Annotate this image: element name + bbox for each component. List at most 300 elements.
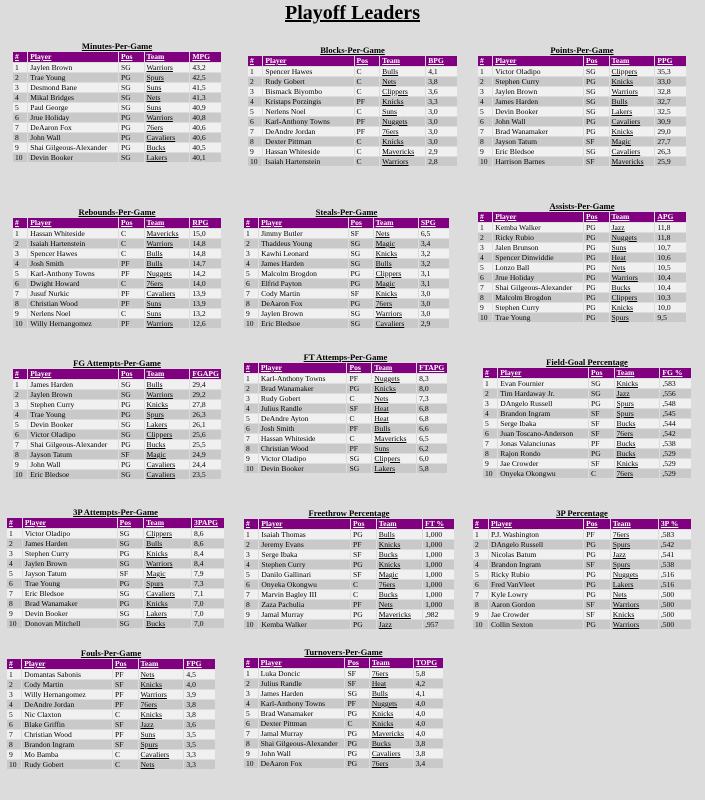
team-header[interactable]: Team: [372, 363, 416, 373]
team-cell: Spurs: [611, 560, 658, 569]
rank-cell: 5: [478, 263, 492, 272]
table-row: [244, 689, 443, 698]
value-cell: 6,6: [417, 424, 447, 433]
player-cell: James Harden: [493, 97, 583, 106]
rank-cell: 2: [7, 680, 21, 689]
pos-cell: SG: [589, 379, 613, 388]
team-header[interactable]: Team: [610, 212, 655, 222]
player-cell: Victor Oladipo: [23, 529, 117, 538]
table-row: [13, 279, 221, 288]
stats-table: [243, 362, 448, 474]
stat-header[interactable]: TOPG: [414, 658, 443, 668]
pos-cell: PG: [119, 133, 143, 142]
player-cell: Dexter Pittman: [263, 137, 353, 146]
rank-cell: 7: [7, 730, 21, 739]
table-row: [244, 299, 449, 308]
player-cell: Julius Randle: [259, 679, 345, 688]
table-row: [483, 389, 691, 398]
value-cell: 1,000: [423, 600, 454, 609]
pos-header[interactable]: Pos: [349, 218, 373, 228]
team-cell: Knicks: [610, 127, 655, 136]
team-cell: Knicks: [610, 303, 655, 312]
pos-cell: PG: [351, 560, 376, 569]
stat-header[interactable]: FGAPG: [190, 369, 221, 379]
team-cell: Warriors: [145, 239, 190, 248]
team-cell: Lakers: [145, 420, 190, 429]
player-header[interactable]: Player: [498, 368, 588, 378]
rank-cell: 2: [244, 679, 258, 688]
player-cell: Karl-Anthony Towns: [259, 374, 347, 383]
table-row: [7, 539, 224, 548]
value-cell: 29,0: [655, 127, 686, 136]
team-header[interactable]: Team: [611, 519, 658, 529]
player-cell: Serge Ibaka: [259, 550, 350, 559]
table-row: [13, 63, 221, 72]
stat-header[interactable]: PPG: [655, 56, 686, 66]
stat-header[interactable]: BPG: [426, 56, 457, 66]
table-row: [7, 559, 224, 568]
player-cell: Jrue Holiday: [28, 113, 118, 122]
rank-cell: 9: [473, 610, 488, 619]
value-cell: 14,0: [190, 279, 221, 288]
player-cell: Jayson Tatum: [23, 569, 117, 578]
value-cell: 24,9: [190, 450, 221, 459]
rank-header[interactable]: #: [244, 363, 258, 373]
pos-cell: C: [119, 279, 143, 288]
player-cell: Shai Gilgeous-Alexander: [28, 143, 118, 152]
pos-cell: PF: [113, 700, 137, 709]
pos-header[interactable]: Pos: [584, 212, 608, 222]
player-cell: Rajon Rondo: [498, 449, 588, 458]
team-header[interactable]: Team: [610, 56, 655, 66]
player-cell: Thaddeus Young: [259, 239, 347, 248]
team-cell: Lakers: [372, 464, 416, 473]
value-cell: 10,7: [655, 243, 686, 252]
rank-cell: 1: [473, 530, 488, 539]
team-cell: Bucks: [377, 590, 422, 599]
rank-cell: 2: [13, 390, 27, 399]
rank-header[interactable]: #: [244, 519, 258, 529]
rank-cell: 8: [7, 599, 22, 608]
player-cell: Harrison Barnes: [493, 157, 583, 166]
rank-cell: 4: [7, 559, 22, 568]
pos-cell: SG: [119, 93, 143, 102]
rank-cell: 8: [473, 600, 488, 609]
player-header[interactable]: Player: [493, 212, 583, 222]
value-cell: 40,9: [190, 103, 221, 112]
player-cell: Shai Gilgeous-Alexander: [259, 739, 345, 748]
table-row: [473, 610, 691, 619]
value-cell: 14,2: [190, 269, 221, 278]
player-cell: Aaron Gordon: [489, 600, 583, 609]
table-row: [483, 429, 691, 438]
team-cell: Bucks: [615, 419, 660, 428]
rank-cell: 2: [244, 540, 258, 549]
table-row: [473, 620, 691, 629]
stat-header[interactable]: FT %: [423, 519, 454, 529]
table-spg: [243, 207, 450, 329]
rank-cell: 9: [483, 459, 497, 468]
pos-cell: SG: [119, 390, 143, 399]
table-row: [13, 470, 221, 479]
player-header[interactable]: Player: [259, 658, 345, 668]
player-cell: Spencer Hawes: [28, 249, 118, 258]
rank-header[interactable]: #: [13, 52, 27, 62]
pos-header[interactable]: Pos: [119, 369, 143, 379]
rank-cell: 5: [13, 103, 27, 112]
player-cell: Karl-Anthony Towns: [259, 699, 345, 708]
player-cell: Devin Booker: [28, 420, 118, 429]
rank-cell: 9: [478, 147, 492, 156]
player-cell: Collin Sexton: [489, 620, 583, 629]
team-cell: Bucks: [615, 439, 660, 448]
team-cell: Nuggets: [610, 233, 655, 242]
pos-cell: PF: [345, 699, 368, 708]
team-cell: 76ers: [611, 530, 658, 539]
value-cell: ,516: [659, 580, 691, 589]
player-header[interactable]: Player: [28, 218, 118, 228]
team-cell: Warriors: [374, 309, 418, 318]
table-row: [244, 279, 449, 288]
pos-cell: SF: [589, 459, 613, 468]
team-cell: Mavericks: [610, 157, 655, 166]
stat-header[interactable]: 3PAPG: [192, 518, 224, 528]
player-cell: Rudy Gobert: [263, 77, 353, 86]
pos-cell: PG: [589, 449, 613, 458]
player-cell: Kawhi Leonard: [259, 249, 347, 258]
player-cell: DAngelo Russell: [489, 540, 583, 549]
team-cell: Warriors: [611, 600, 658, 609]
table-row: [248, 107, 457, 116]
rank-header[interactable]: #: [7, 659, 21, 669]
team-header[interactable]: Team: [615, 368, 660, 378]
team-cell: Bucks: [144, 619, 191, 628]
team-header[interactable]: Team: [370, 658, 413, 668]
player-header[interactable]: Player: [259, 363, 347, 373]
rank-cell: 4: [483, 409, 497, 418]
player-cell: Christian Wood: [28, 299, 118, 308]
rank-cell: 10: [478, 157, 492, 166]
table-fta: [243, 352, 448, 474]
table-row: [13, 450, 221, 459]
rank-header[interactable]: #: [13, 218, 27, 228]
team-cell: Nets: [377, 600, 422, 609]
table-row: [483, 399, 691, 408]
player-cell: Paul George: [28, 103, 118, 112]
table-row: [478, 107, 686, 116]
player-header[interactable]: Player: [23, 518, 117, 528]
table-row: [244, 550, 454, 559]
pos-header[interactable]: Pos: [355, 56, 380, 66]
player-cell: Bismack Biyombo: [263, 87, 353, 96]
team-header[interactable]: Team: [139, 659, 184, 669]
team-cell: Suns: [610, 243, 655, 252]
player-cell: Serge Ibaka: [498, 419, 588, 428]
team-cell: Bulls: [610, 97, 655, 106]
rank-cell: 1: [483, 379, 497, 388]
table-row: [244, 309, 449, 318]
team-cell: Jazz: [377, 620, 422, 629]
pos-cell: SF: [113, 740, 137, 749]
team-header[interactable]: Team: [144, 518, 191, 528]
player-header[interactable]: Player: [28, 52, 118, 62]
pos-cell: SG: [345, 689, 368, 698]
table-row: [483, 459, 691, 468]
value-cell: 11,8: [655, 223, 686, 232]
player-cell: Mikal Bridges: [28, 93, 118, 102]
table-row: [244, 560, 454, 569]
team-cell: Knicks: [139, 710, 184, 719]
rank-cell: 4: [478, 97, 492, 106]
table-row: [13, 460, 221, 469]
team-cell: Mavericks: [145, 229, 190, 238]
rank-cell: 4: [244, 259, 258, 268]
pos-header[interactable]: Pos: [347, 363, 371, 373]
value-cell: 29,2: [190, 390, 221, 399]
player-cell: Jamal Murray: [259, 729, 345, 738]
pos-cell: SG: [349, 239, 373, 248]
team-header[interactable]: Team: [145, 369, 190, 379]
rank-cell: 4: [244, 560, 258, 569]
pos-cell: SG: [119, 63, 143, 72]
value-cell: 14,7: [190, 259, 221, 268]
rank-header[interactable]: #: [13, 369, 27, 379]
rank-cell: 10: [13, 470, 27, 479]
table-row: [244, 729, 443, 738]
pos-header[interactable]: Pos: [119, 52, 143, 62]
stat-header[interactable]: FPG: [184, 659, 215, 669]
player-cell: Spencer Dinwiddie: [493, 253, 583, 262]
value-cell: ,957: [423, 620, 454, 629]
pos-cell: SF: [584, 600, 610, 609]
pos-cell: C: [113, 710, 137, 719]
stat-header[interactable]: FG %: [660, 368, 691, 378]
table-row: [244, 414, 447, 423]
pos-header[interactable]: Pos: [118, 518, 144, 528]
rank-cell: 3: [248, 87, 262, 96]
table-row: [7, 670, 215, 679]
pos-cell: PG: [349, 299, 373, 308]
pos-cell: PF: [347, 374, 371, 383]
table-row: [483, 439, 691, 448]
table-row: [478, 77, 686, 86]
stats-table: [243, 518, 455, 630]
pos-cell: SF: [589, 409, 613, 418]
table-bpg: [247, 45, 458, 167]
rank-cell: 7: [244, 590, 258, 599]
rank-header[interactable]: #: [473, 519, 488, 529]
value-cell: 6,8: [417, 414, 447, 423]
player-cell: Eric Bledsoe: [493, 147, 583, 156]
rank-header[interactable]: #: [248, 56, 262, 66]
table-row: [244, 319, 449, 328]
pos-header[interactable]: Pos: [584, 56, 608, 66]
value-cell: 3,5: [184, 740, 215, 749]
table-row: [244, 434, 447, 443]
rank-cell: 6: [473, 580, 488, 589]
pos-header[interactable]: Pos: [351, 519, 376, 529]
rank-cell: 6: [7, 579, 22, 588]
rank-header[interactable]: #: [244, 218, 258, 228]
team-cell: Nets: [610, 263, 655, 272]
table-title: Minutes-Per-Game: [81, 41, 153, 51]
team-cell: Nuggets: [370, 699, 413, 708]
rank-cell: 6: [244, 719, 258, 728]
stat-header[interactable]: RPG: [190, 218, 221, 228]
value-cell: ,529: [660, 469, 691, 478]
pos-cell: SG: [119, 83, 143, 92]
stat-header[interactable]: MPG: [190, 52, 221, 62]
rank-header[interactable]: #: [478, 212, 492, 222]
rank-cell: 5: [244, 414, 258, 423]
player-header[interactable]: Player: [259, 218, 347, 228]
table-row: [244, 679, 443, 688]
pos-cell: PG: [118, 549, 144, 558]
team-cell: Suns: [145, 103, 190, 112]
rank-cell: 1: [13, 380, 27, 389]
player-cell: Elfrid Payton: [259, 279, 347, 288]
pos-cell: PG: [584, 233, 608, 242]
team-cell: 76ers: [374, 299, 418, 308]
table-row: [478, 127, 686, 136]
player-cell: Donovan Mitchell: [23, 619, 117, 628]
player-cell: Onyeka Okongwu: [498, 469, 588, 478]
team-cell: Clippers: [380, 87, 425, 96]
pos-cell: SF: [349, 289, 373, 298]
table-row: [473, 590, 691, 599]
stat-header[interactable]: APG: [655, 212, 686, 222]
table-row: [244, 404, 447, 413]
pos-cell: C: [351, 580, 376, 589]
stat-header[interactable]: FTAPG: [417, 363, 447, 373]
table-row: [7, 609, 224, 618]
team-header[interactable]: Team: [145, 52, 190, 62]
stat-header[interactable]: 3P %: [659, 519, 691, 529]
value-cell: 2,8: [426, 157, 457, 166]
player-cell: P.J. Washington: [489, 530, 583, 539]
pos-cell: PG: [584, 540, 610, 549]
team-cell: Warriors: [610, 87, 655, 96]
player-cell: Jaylen Brown: [493, 87, 583, 96]
pos-cell: SF: [347, 404, 371, 413]
team-cell: Bulls: [144, 539, 191, 548]
team-cell: Bulls: [374, 259, 418, 268]
table-title: Assists-Per-Game: [549, 201, 615, 211]
value-cell: 4,1: [426, 67, 457, 76]
team-cell: Spurs: [615, 409, 660, 418]
rank-cell: 6: [244, 279, 258, 288]
rank-header[interactable]: #: [7, 518, 22, 528]
rank-cell: 8: [7, 740, 21, 749]
value-cell: 3,4: [419, 239, 449, 248]
value-cell: 8,3: [417, 374, 447, 383]
value-cell: 7,0: [192, 599, 224, 608]
rank-header[interactable]: #: [478, 56, 492, 66]
value-cell: 6,0: [417, 454, 447, 463]
team-cell: Lakers: [144, 609, 191, 618]
value-cell: ,529: [660, 459, 691, 468]
player-cell: Desmond Bane: [28, 83, 118, 92]
table-title: FT Attemps-Per-Game: [303, 352, 388, 362]
table-row: [244, 759, 443, 768]
value-cell: 40,5: [190, 143, 221, 152]
rank-cell: 6: [13, 279, 27, 288]
player-header[interactable]: Player: [28, 369, 118, 379]
rank-header[interactable]: #: [244, 658, 258, 668]
player-cell: Nerlens Noel: [28, 309, 118, 318]
rank-cell: 4: [13, 93, 27, 102]
table-row: [244, 374, 447, 383]
value-cell: 6,5: [417, 434, 447, 443]
rank-cell: 1: [13, 63, 27, 72]
player-header[interactable]: Player: [263, 56, 353, 66]
player-header[interactable]: Player: [493, 56, 583, 66]
rank-header[interactable]: #: [483, 368, 497, 378]
team-cell: Nuggets: [145, 269, 190, 278]
pos-cell: SG: [119, 153, 143, 162]
pos-cell: PG: [584, 253, 608, 262]
rank-cell: 10: [248, 157, 262, 166]
player-cell: Stephen Curry: [28, 400, 118, 409]
pos-header[interactable]: Pos: [345, 658, 368, 668]
player-header[interactable]: Player: [489, 519, 583, 529]
player-cell: Jeremy Evans: [259, 540, 350, 549]
team-cell: Warriors: [145, 319, 190, 328]
rank-cell: 8: [244, 444, 258, 453]
pos-header[interactable]: Pos: [584, 519, 610, 529]
value-cell: 8,6: [192, 529, 224, 538]
player-header[interactable]: Player: [259, 519, 350, 529]
pos-cell: PG: [584, 117, 608, 126]
table-row: [7, 589, 224, 598]
team-cell: Nets: [611, 590, 658, 599]
team-header[interactable]: Team: [374, 218, 418, 228]
team-cell: Knicks: [370, 709, 413, 718]
player-header[interactable]: Player: [22, 659, 112, 669]
table-row: [478, 263, 686, 272]
value-cell: 4,0: [184, 680, 215, 689]
rank-cell: 6: [244, 424, 258, 433]
table-row: [478, 157, 686, 166]
player-cell: DeAndre Ayton: [259, 414, 347, 423]
header-row: [7, 659, 215, 669]
pos-header[interactable]: Pos: [113, 659, 137, 669]
table-row: [244, 570, 454, 579]
team-header[interactable]: Team: [145, 218, 190, 228]
team-cell: 76ers: [139, 700, 184, 709]
rank-cell: 6: [244, 580, 258, 589]
pos-cell: PG: [351, 530, 376, 539]
pos-header[interactable]: Pos: [119, 218, 143, 228]
pos-header[interactable]: Pos: [589, 368, 613, 378]
player-cell: Isaiah Hartenstein: [263, 157, 353, 166]
team-cell: Bucks: [145, 440, 190, 449]
pos-cell: PF: [355, 127, 380, 136]
team-cell: Heat: [372, 414, 416, 423]
table-row: [13, 113, 221, 122]
team-header[interactable]: Team: [377, 519, 422, 529]
rank-cell: 10: [244, 759, 258, 768]
team-header[interactable]: Team: [380, 56, 425, 66]
value-cell: 3,0: [426, 117, 457, 126]
pos-cell: PG: [584, 127, 608, 136]
team-cell: Clippers: [372, 454, 416, 463]
rank-cell: 10: [244, 464, 258, 473]
table-row: [13, 380, 221, 389]
stat-header[interactable]: SPG: [419, 218, 449, 228]
player-cell: James Harden: [28, 380, 118, 389]
stats-table: [243, 657, 444, 769]
